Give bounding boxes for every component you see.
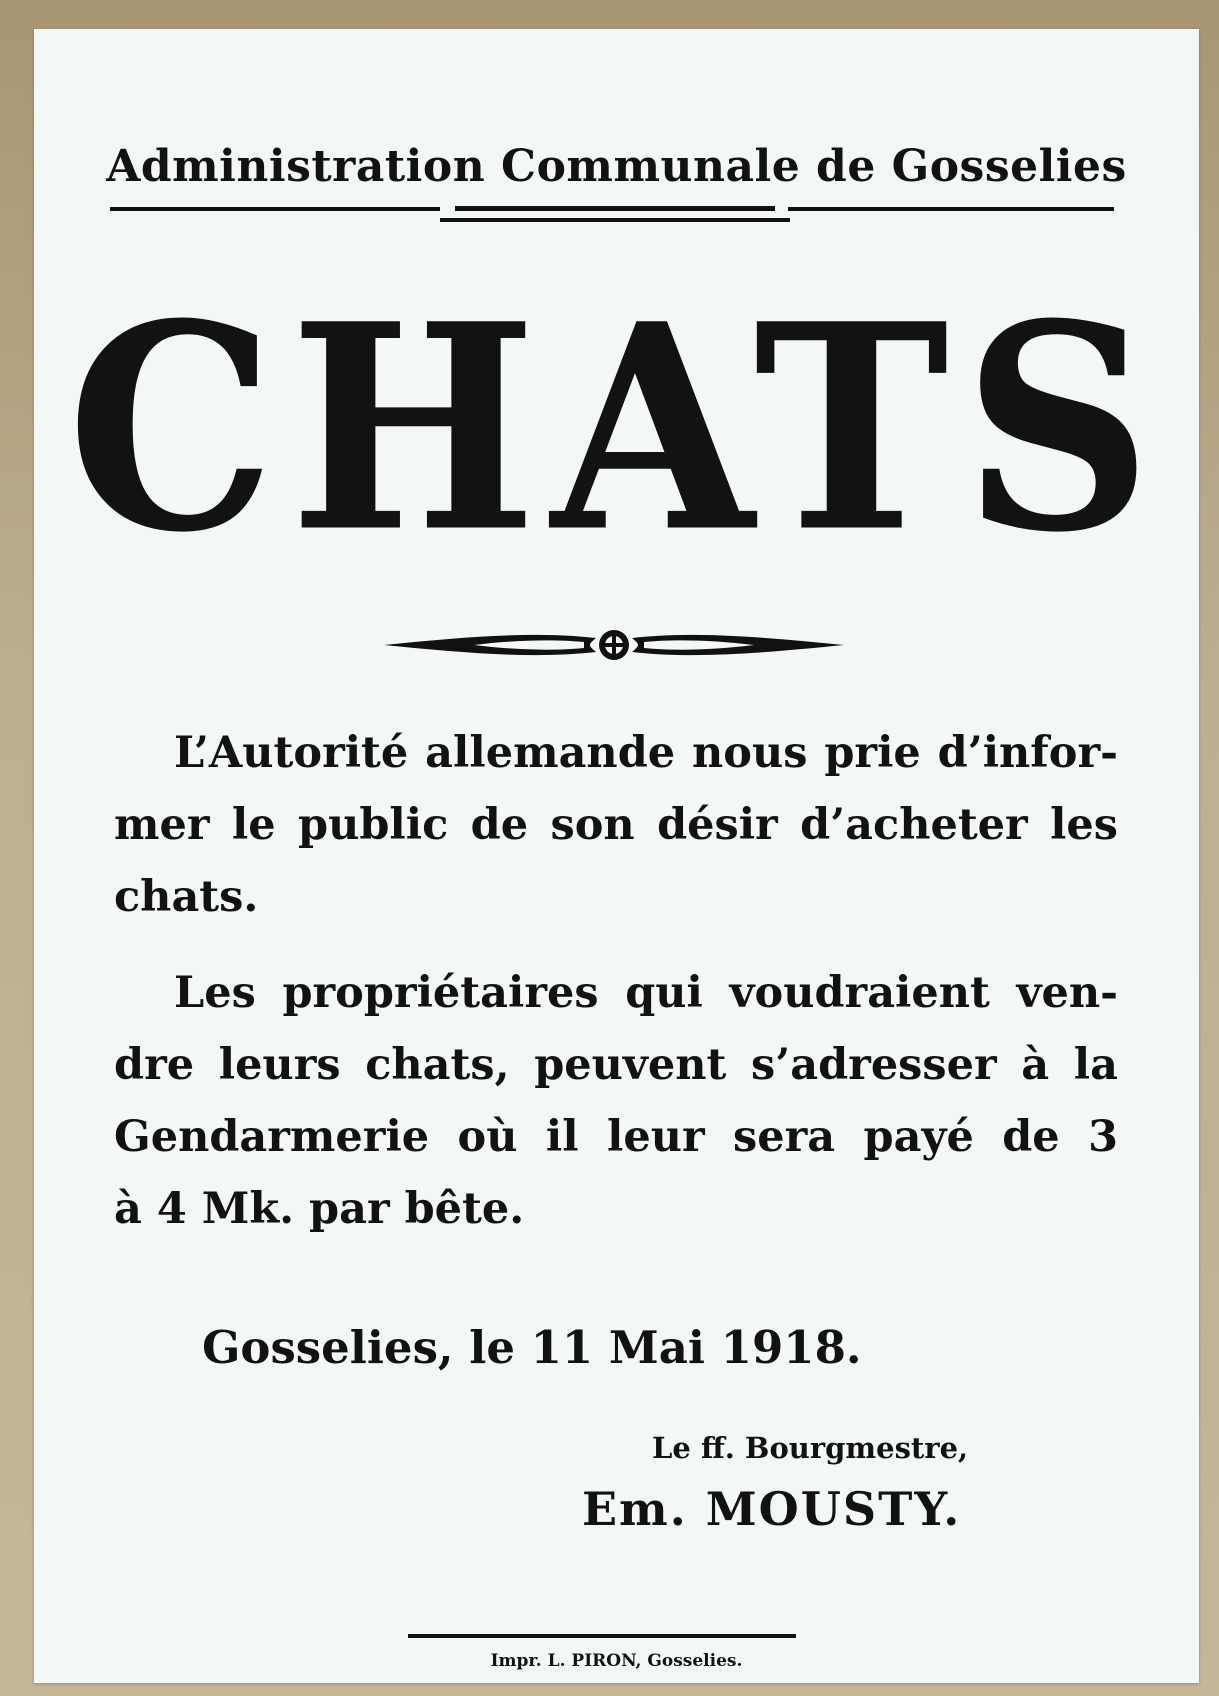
paragraph-proprietaires	[114, 957, 1118, 1245]
paragraph-line: Les propriétaires qui voudraient ven-	[174, 968, 1118, 1018]
poster	[34, 29, 1199, 1683]
paragraph-line: mer le public de son désir d’acheter les	[114, 800, 1118, 850]
dateline: Gosselies, le 11 Mai 1918.	[202, 1321, 862, 1374]
ornament-divider	[384, 625, 844, 665]
paragraph-autorite	[114, 717, 1118, 933]
paragraph-line: L’Autorité allemande nous prie d’infor-	[174, 728, 1118, 778]
paragraph-line: dre leurs chats, peuvent s’adresser à la	[114, 1040, 1118, 1090]
paragraph-line: Gendarmerie où il leur sera payé de 3	[114, 1112, 1118, 1162]
paragraph-line: chats.	[114, 872, 259, 922]
paragraph-line: à 4 Mk. par bête.	[114, 1184, 525, 1234]
printer-imprint: Impr. L. PIRON, Gosselies.	[490, 1651, 743, 1671]
header-rule	[110, 204, 1114, 234]
title-chats: CHATS	[66, 261, 1167, 595]
signature-name: Em. MOUSTY.	[582, 1482, 962, 1536]
signature-title: Le ff. Bourgmestre,	[652, 1431, 969, 1465]
header-administration: Administration Communale de Gosselies	[106, 141, 1127, 192]
printer-rule	[408, 1634, 796, 1638]
